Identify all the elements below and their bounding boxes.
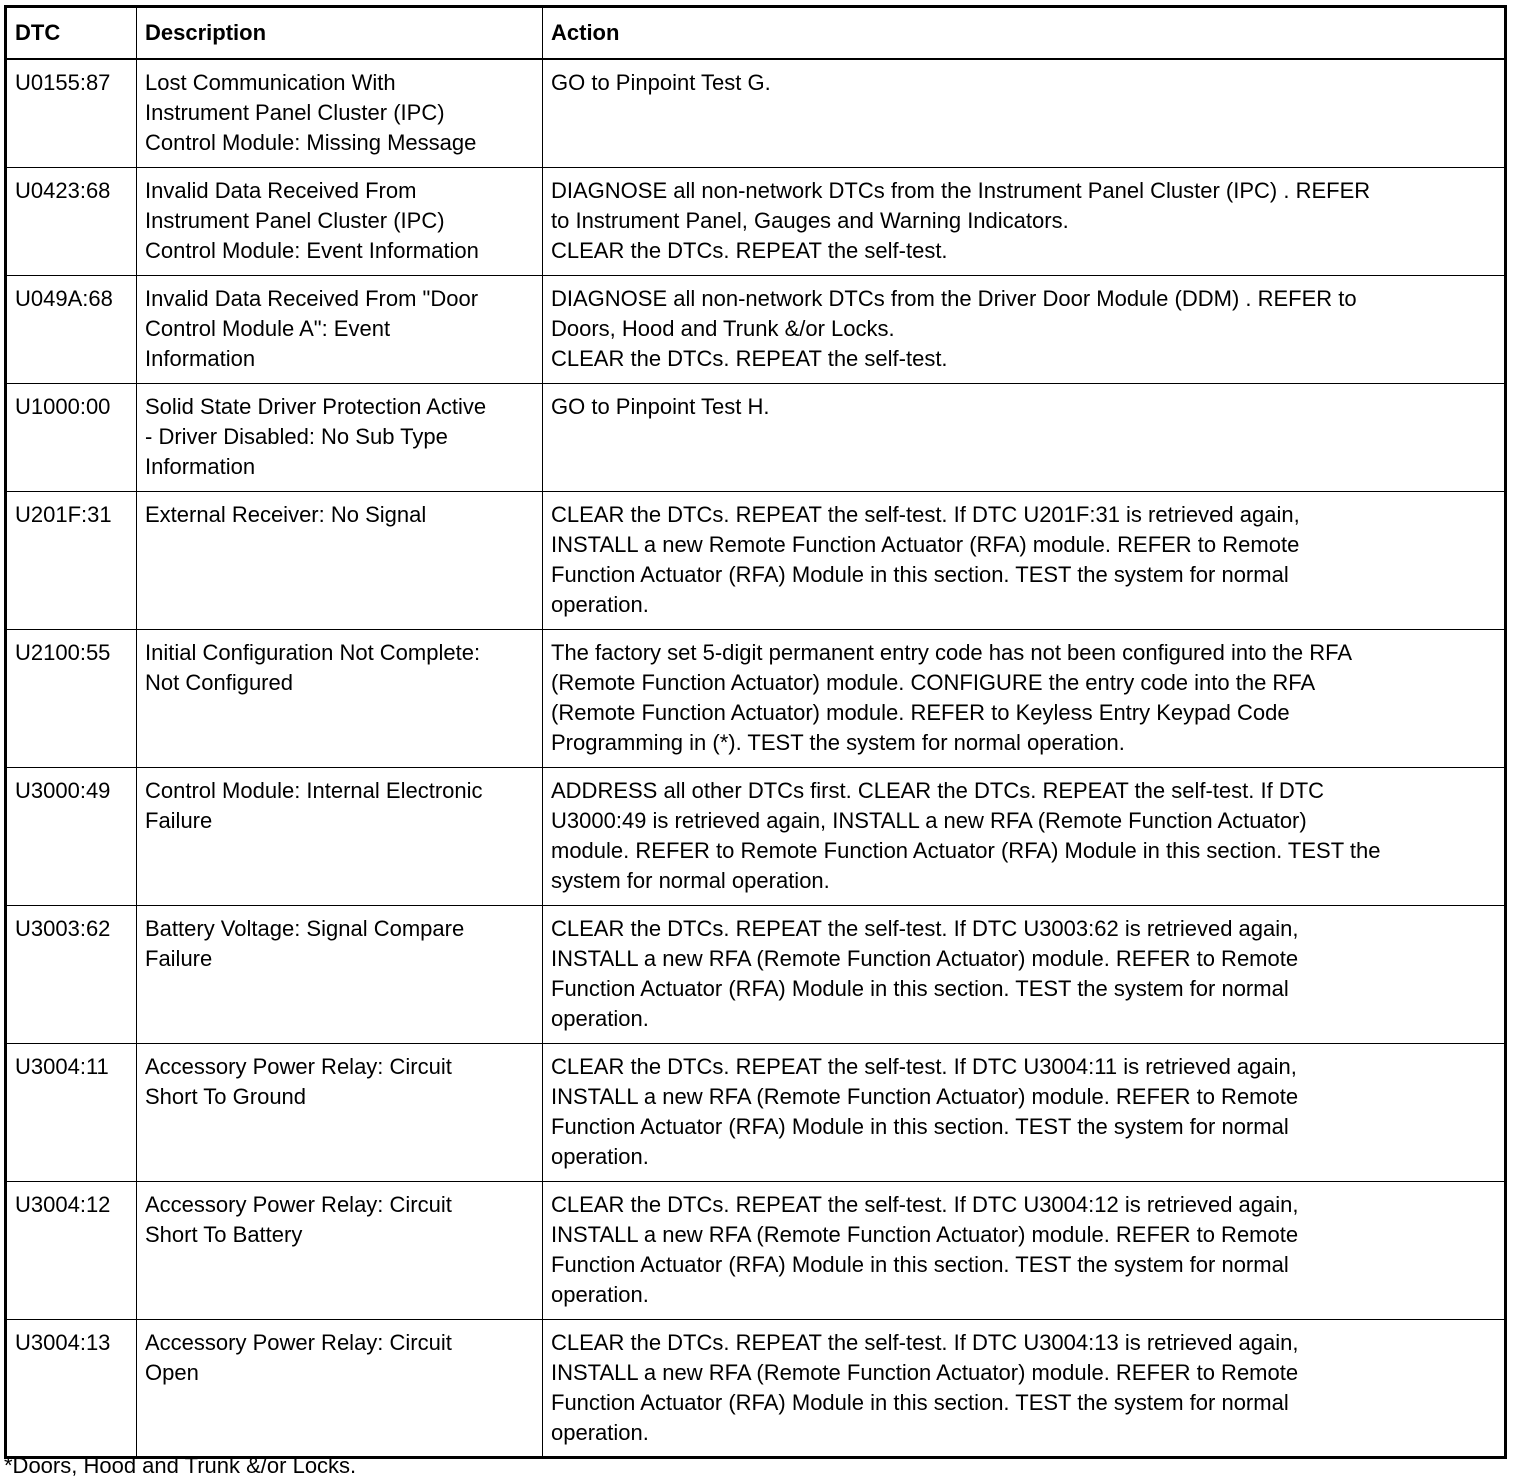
- dtc-description: Accessory Power Relay: Circuit Short To Ground: [137, 1043, 543, 1181]
- dtc-code: U3000:49: [6, 767, 137, 905]
- dtc-action: CLEAR the DTCs. REPEAT the self-test. If DTC U3004:12 is retrieved again, INSTALL a new RFA (Remote Function Actuator) module. REFER to Remote Function Actuator (RFA) Module in this section. TEST the system for normal operation.: [543, 1181, 1506, 1319]
- table-row: [6, 167, 1506, 275]
- dtc-code: U201F:31: [6, 491, 137, 629]
- dtc-code: U3004:12: [6, 1181, 137, 1319]
- table-row: [6, 275, 1506, 383]
- dtc-description: Invalid Data Received From "Door Control Module A": Event Information: [137, 275, 543, 383]
- dtc-description: Control Module: Internal Electronic Failure: [137, 767, 543, 905]
- table-row: [6, 1319, 1506, 1457]
- dtc-description: Initial Configuration Not Complete: Not Configured: [137, 629, 543, 767]
- header-description: Description: [137, 7, 543, 60]
- dtc-code: U3003:62: [6, 905, 137, 1043]
- table-row: [6, 59, 1506, 167]
- dtc-code: U3004:11: [6, 1043, 137, 1181]
- dtc-action: CLEAR the DTCs. REPEAT the self-test. If DTC U3004:11 is retrieved again, INSTALL a new RFA (Remote Function Actuator) module. REFER to Remote Function Actuator (RFA) Module in this section. TEST the system for normal operation.: [543, 1043, 1506, 1181]
- dtc-code: U049A:68: [6, 275, 137, 383]
- dtc-code: U2100:55: [6, 629, 137, 767]
- dtc-description: Invalid Data Received From Instrument Panel Cluster (IPC) Control Module: Event Information: [137, 167, 543, 275]
- dtc-action: CLEAR the DTCs. REPEAT the self-test. If DTC U201F:31 is retrieved again, INSTALL a new Remote Function Actuator (RFA) module. REFER to Remote Function Actuator (RFA) Module in this section. TEST the system for normal operation.: [543, 491, 1506, 629]
- dtc-code: U0423:68: [6, 167, 137, 275]
- table-row: [6, 1181, 1506, 1319]
- table-row: [6, 383, 1506, 491]
- dtc-code: U3004:13: [6, 1319, 137, 1457]
- dtc-description: Accessory Power Relay: Circuit Short To Battery: [137, 1181, 543, 1319]
- dtc-description: Battery Voltage: Signal Compare Failure: [137, 905, 543, 1043]
- dtc-action: GO to Pinpoint Test H.: [543, 383, 1506, 491]
- dtc-action: The factory set 5-digit permanent entry code has not been configured into the RFA (Remote Function Actuator) module. CONFIGURE the entry code into the RFA (Remote Function Actuator) module. REFER to Keyless Entry Keypad Code Programming in (*). TEST the system for normal operation.: [543, 629, 1506, 767]
- dtc-action: CLEAR the DTCs. REPEAT the self-test. If DTC U3003:62 is retrieved again, INSTALL a new RFA (Remote Function Actuator) module. REFER to Remote Function Actuator (RFA) Module in this section. TEST the system for normal operation.: [543, 905, 1506, 1043]
- dtc-description: Accessory Power Relay: Circuit Open: [137, 1319, 543, 1457]
- footnote: *Doors, Hood and Trunk &/or Locks.: [4, 1453, 357, 1478]
- table-row: [6, 1043, 1506, 1181]
- table-row: [6, 491, 1506, 629]
- table-row: [6, 767, 1506, 905]
- dtc-code: U0155:87: [6, 59, 137, 167]
- dtc-table: [4, 5, 1507, 1459]
- dtc-action: CLEAR the DTCs. REPEAT the self-test. If DTC U3004:13 is retrieved again, INSTALL a new RFA (Remote Function Actuator) module. REFER to Remote Function Actuator (RFA) Module in this section. TEST the system for normal operation.: [543, 1319, 1506, 1457]
- table-row: [6, 905, 1506, 1043]
- header-dtc: DTC: [6, 7, 137, 60]
- dtc-action: GO to Pinpoint Test G.: [543, 59, 1506, 167]
- dtc-action: DIAGNOSE all non-network DTCs from the Instrument Panel Cluster (IPC) . REFER to Instrument Panel, Gauges and Warning Indicators. CLEAR the DTCs. REPEAT the self-test.: [543, 167, 1506, 275]
- header-action: Action: [543, 7, 1506, 60]
- dtc-description: External Receiver: No Signal: [137, 491, 543, 629]
- dtc-description: Lost Communication With Instrument Panel Cluster (IPC) Control Module: Missing Message: [137, 59, 543, 167]
- table-row: [6, 629, 1506, 767]
- dtc-code: U1000:00: [6, 383, 137, 491]
- dtc-action: ADDRESS all other DTCs first. CLEAR the DTCs. REPEAT the self-test. If DTC U3000:49 is retrieved again, INSTALL a new RFA (Remote Function Actuator) module. REFER to Remote Function Actuator (RFA) Module in this section. TEST the system for normal operation.: [543, 767, 1506, 905]
- dtc-action: DIAGNOSE all non-network DTCs from the Driver Door Module (DDM) . REFER to Doors, Hood and Trunk &/or Locks. CLEAR the DTCs. REPEAT the self-test.: [543, 275, 1506, 383]
- table-header-row: [6, 7, 1506, 60]
- dtc-description: Solid State Driver Protection Active - Driver Disabled: No Sub Type Information: [137, 383, 543, 491]
